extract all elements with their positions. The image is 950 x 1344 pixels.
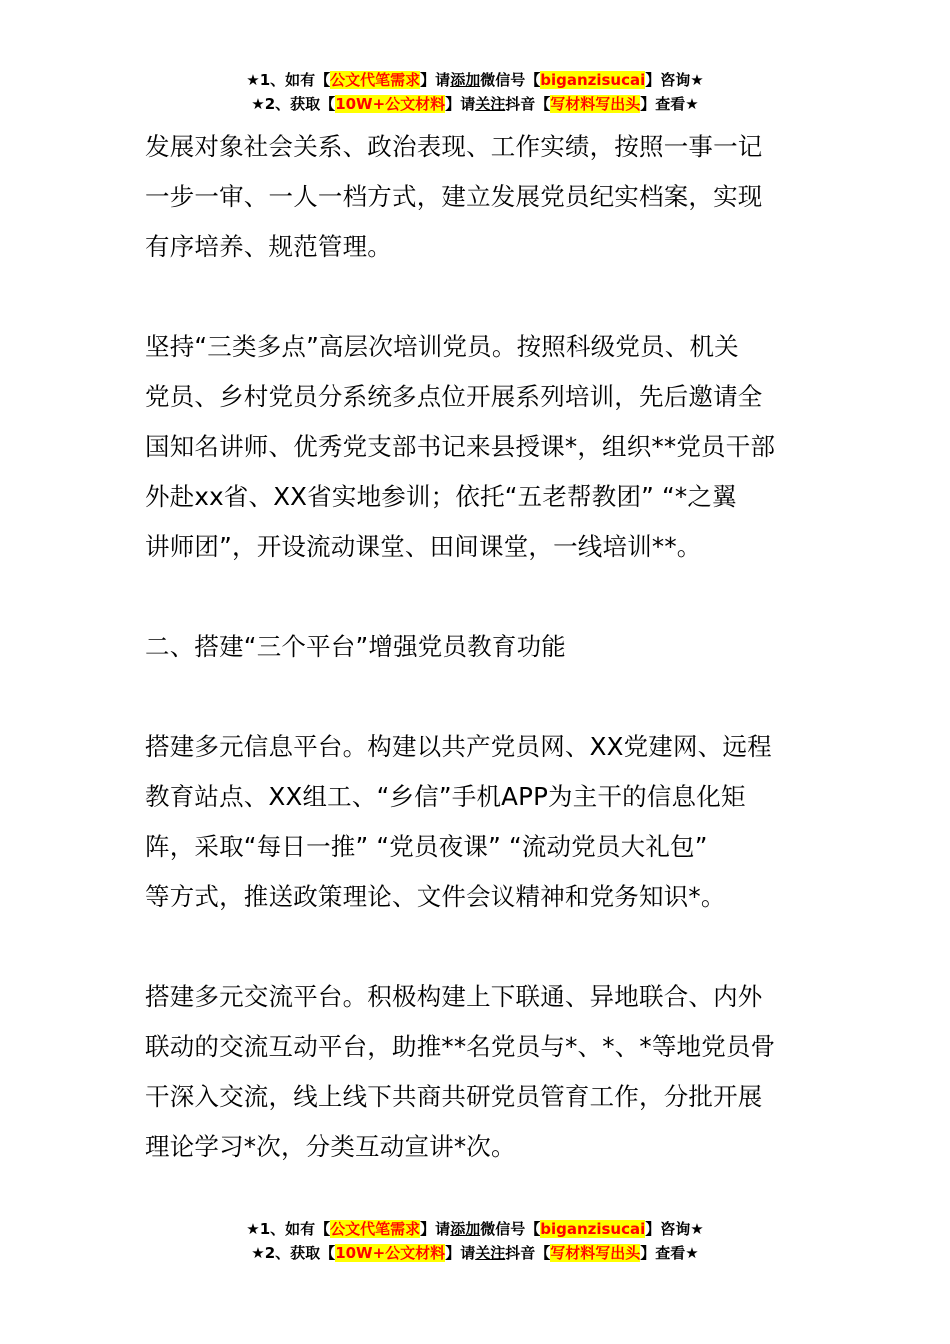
- promo-text: 】咨询★: [645, 71, 704, 89]
- text-line: 干深入交流，线上线下共商共研党员管育工作，分批开展: [145, 1082, 763, 1111]
- promo-highlight: biganzisucai: [540, 1220, 646, 1238]
- text-line: 教育站点、XX组工、“乡信”手机APP为主干的信息化矩: [145, 782, 746, 811]
- promo-text: ★2、获取【: [251, 95, 336, 113]
- promo-highlight: 公文代笔需求: [330, 71, 421, 89]
- text-line: 一步一审、一人一档方式，建立发展党员纪实档案，实现: [145, 182, 763, 211]
- promo-text: ★1、如有【: [246, 71, 331, 89]
- paragraph-training: [145, 322, 810, 572]
- footer-promo-banner: [0, 1217, 950, 1265]
- promo-highlight: 10W+公文材料: [335, 95, 446, 113]
- promo-line-2: [0, 1241, 950, 1265]
- promo-text: ★1、如有【: [246, 1220, 331, 1238]
- text-line: 有序培养、规范管理。: [145, 232, 392, 261]
- promo-underline: 关注: [475, 95, 506, 113]
- text-line: 国知名讲师、优秀党支部书记来县授课*，组织**党员干部: [145, 432, 776, 461]
- paragraph-archive: [145, 122, 810, 272]
- promo-text: 】请: [420, 1220, 451, 1238]
- promo-text: 微信号【: [480, 71, 541, 89]
- promo-text: 抖音【: [505, 95, 551, 113]
- promo-text: 】请: [420, 71, 451, 89]
- text-line: 党员、乡村党员分系统多点位开展系列培训，先后邀请全: [145, 382, 763, 411]
- promo-text: ★2、获取【: [251, 1244, 336, 1262]
- text-line: 搭建多元信息平台。构建以共产党员网、XX党建网、远程: [145, 732, 772, 761]
- document-body: [145, 122, 810, 1222]
- text-line: 搭建多元交流平台。积极构建上下联通、异地联合、内外: [145, 982, 763, 1011]
- promo-line-1: [0, 68, 950, 92]
- promo-highlight: 写材料写出头: [550, 95, 641, 113]
- promo-text: 】请: [445, 1244, 476, 1262]
- paragraph-info-platform: [145, 722, 810, 922]
- section-heading: 二、搭建“三个平台”增强党员教育功能: [145, 632, 566, 661]
- promo-text: 】咨询★: [645, 1220, 704, 1238]
- text-line: 讲师团”，开设流动课堂、田间课堂，一线培训**。: [145, 532, 702, 561]
- promo-underline: 添加: [450, 71, 481, 89]
- promo-highlight: 公文代笔需求: [330, 1220, 421, 1238]
- promo-text: 】请: [445, 95, 476, 113]
- text-line: 外赴xx省、XX省实地参训；依托“五老帮教团” “*之翼: [145, 482, 737, 511]
- text-line: 联动的交流互动平台，助推**名党员与*、*、*等地党员骨: [145, 1032, 776, 1061]
- text-line: 坚持“三类多点”高层次培训党员。按照科级党员、机关: [145, 332, 739, 361]
- promo-underline: 关注: [475, 1244, 506, 1262]
- text-line: 阵，采取“每日一推” “党员夜课” “流动党员大礼包”: [145, 832, 708, 861]
- promo-line-2: [0, 92, 950, 116]
- promo-highlight: 写材料写出头: [550, 1244, 641, 1262]
- promo-highlight: biganzisucai: [540, 71, 646, 89]
- text-line: 理论学习*次，分类互动宣讲*次。: [145, 1132, 516, 1161]
- promo-underline: 添加: [450, 1220, 481, 1238]
- text-line: 发展对象社会关系、政治表现、工作实绩，按照一事一记: [145, 132, 763, 161]
- paragraph-exchange-platform: [145, 972, 810, 1172]
- promo-text: 微信号【: [480, 1220, 541, 1238]
- promo-line-1: [0, 1217, 950, 1241]
- text-line: 等方式，推送政策理论、文件会议精神和党务知识*。: [145, 882, 726, 911]
- header-promo-banner: [0, 68, 950, 116]
- promo-text: 抖音【: [505, 1244, 551, 1262]
- promo-text: 】查看★: [640, 1244, 699, 1262]
- promo-highlight: 10W+公文材料: [335, 1244, 446, 1262]
- promo-text: 】查看★: [640, 95, 699, 113]
